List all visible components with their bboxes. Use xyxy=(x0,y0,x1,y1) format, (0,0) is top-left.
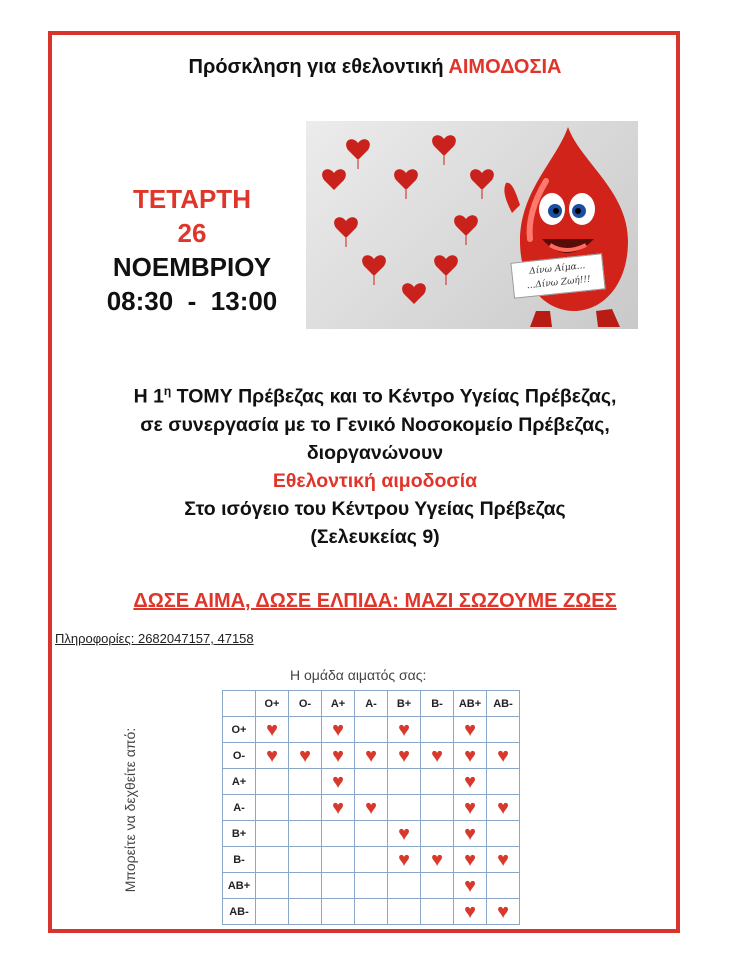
column-header: A- xyxy=(355,691,388,717)
slogan: ΔΩΣΕ ΑΙΜΑ, ΔΩΣΕ ΕΛΠΙΔΑ: ΜΑΖΙ ΣΩΖΟΥΜΕ ΖΩΕΣ xyxy=(133,590,617,612)
compatibility-cell xyxy=(322,873,355,899)
compatibility-cell xyxy=(421,769,454,795)
heart-icon: ♥ xyxy=(464,744,476,767)
compatibility-title: Η ομάδα αιματός σας: xyxy=(290,667,427,683)
compatibility-cell xyxy=(322,847,355,873)
row-header: O+ xyxy=(223,717,256,743)
compatibility-cell xyxy=(322,899,355,925)
compatibility-cell xyxy=(355,743,388,769)
heart-icon: ♥ xyxy=(398,848,410,871)
compatibility-cell xyxy=(355,717,388,743)
compatibility-cell xyxy=(388,717,421,743)
compatibility-cell xyxy=(322,743,355,769)
compatibility-cell xyxy=(487,769,520,795)
blood-drop-mascot-image xyxy=(306,121,638,329)
heart-icon: ♥ xyxy=(266,718,278,741)
compatibility-cell xyxy=(322,821,355,847)
event-day: ΤΕΤΑΡΤΗ xyxy=(133,184,251,214)
compatibility-cell xyxy=(487,847,520,873)
compatibility-cell xyxy=(256,873,289,899)
heart-icon: ♥ xyxy=(332,718,344,741)
compatibility-cell xyxy=(454,743,487,769)
mascot-illustration xyxy=(306,121,638,329)
compatibility-cell xyxy=(388,847,421,873)
info-line-6: (Σελευκείας 9) xyxy=(310,525,440,548)
event-date: 26 xyxy=(177,218,207,248)
compatibility-cell xyxy=(421,873,454,899)
column-header: O+ xyxy=(256,691,289,717)
compatibility-cell xyxy=(289,769,322,795)
row-header: B- xyxy=(223,847,256,873)
row-header: A+ xyxy=(223,769,256,795)
compatibility-cell xyxy=(487,717,520,743)
heart-icon: ♥ xyxy=(332,796,344,819)
compatibility-cell xyxy=(289,717,322,743)
compatibility-cell xyxy=(454,821,487,847)
heart-icon: ♥ xyxy=(464,900,476,923)
compatibility-cell xyxy=(421,821,454,847)
compatibility-cell xyxy=(388,899,421,925)
heart-icon: ♥ xyxy=(464,770,476,793)
compatibility-cell xyxy=(256,847,289,873)
heart-icon: ♥ xyxy=(299,744,311,767)
heart-icon: ♥ xyxy=(365,744,377,767)
compatibility-cell xyxy=(454,769,487,795)
compatibility-cell xyxy=(256,795,289,821)
compatibility-cell xyxy=(388,743,421,769)
compatibility-cell xyxy=(355,873,388,899)
compatibility-cell xyxy=(487,795,520,821)
compatibility-cell xyxy=(388,821,421,847)
compatibility-cell xyxy=(454,795,487,821)
heart-icon: ♥ xyxy=(398,718,410,741)
compatibility-cell xyxy=(388,795,421,821)
corner-cell xyxy=(223,691,256,717)
table-row xyxy=(223,847,520,873)
table-row xyxy=(223,899,520,925)
compatibility-cell xyxy=(355,769,388,795)
event-date-block xyxy=(82,182,302,318)
heart-icon: ♥ xyxy=(497,744,509,767)
row-header: A- xyxy=(223,795,256,821)
heart-icon: ♥ xyxy=(497,796,509,819)
heart-icon: ♥ xyxy=(497,900,509,923)
column-header: O- xyxy=(289,691,322,717)
compatibility-cell xyxy=(454,847,487,873)
compatibility-cell xyxy=(256,821,289,847)
event-month: ΝΟΕΜΒΡΙΟΥ xyxy=(112,252,272,282)
compatibility-cell xyxy=(355,821,388,847)
compatibility-cell xyxy=(256,899,289,925)
compatibility-cell xyxy=(289,743,322,769)
heart-icon: ♥ xyxy=(497,848,509,871)
compatibility-cell xyxy=(421,717,454,743)
column-header: A+ xyxy=(322,691,355,717)
title-highlight: ΑΙΜΟΔΟΣΙΑ xyxy=(448,56,562,78)
table-header-row xyxy=(223,691,520,717)
blood-compatibility-table xyxy=(222,690,520,925)
heart-icon: ♥ xyxy=(332,770,344,793)
row-header: AB- xyxy=(223,899,256,925)
compatibility-cell xyxy=(355,795,388,821)
event-info xyxy=(0,377,750,551)
compatibility-cell xyxy=(322,795,355,821)
compatibility-cell xyxy=(256,743,289,769)
table-row xyxy=(223,769,520,795)
compatibility-cell xyxy=(421,743,454,769)
info-line-2: σε συνεργασία με το Γενικό Νοσοκομείο Πρέβεζας, xyxy=(140,413,610,436)
info-line-1: Η $1^\eta$ ΤΟΜΥ Πρέβεζας και το Κέντρο Υγείας Πρέβεζας, xyxy=(133,384,617,408)
heart-icon: ♥ xyxy=(431,848,443,871)
compatibility-cell xyxy=(322,717,355,743)
column-header: B- xyxy=(421,691,454,717)
compatibility-cell xyxy=(487,899,520,925)
compatibility-cell xyxy=(487,821,520,847)
compatibility-cell xyxy=(421,847,454,873)
heart-icon: ♥ xyxy=(464,822,476,845)
compatibility-cell xyxy=(289,821,322,847)
heart-icon: ♥ xyxy=(266,744,278,767)
event-time: 08:30 - 13:00 xyxy=(106,286,278,316)
compatibility-cell xyxy=(388,873,421,899)
contact-info: Πληροφορίες: 2682047157, 47158 xyxy=(55,631,254,646)
info-line-5: Στο ισόγειο του Κέντρου Υγείας Πρέβεζας xyxy=(184,497,566,520)
heart-icon: ♥ xyxy=(398,822,410,845)
compatibility-cell xyxy=(454,717,487,743)
column-header: B+ xyxy=(388,691,421,717)
heart-icon: ♥ xyxy=(464,718,476,741)
table-row xyxy=(223,873,520,899)
table-row xyxy=(223,743,520,769)
compatibility-cell xyxy=(421,795,454,821)
table-row xyxy=(223,717,520,743)
page-title: Πρόσκληση για εθελοντική ΑΙΜΟΔΟΣΙΑ xyxy=(188,56,562,78)
heart-icon: ♥ xyxy=(464,848,476,871)
compatibility-cell xyxy=(355,847,388,873)
row-header: AB+ xyxy=(223,873,256,899)
compatibility-side-label: Μπορείτε να δεχθείτε από: xyxy=(122,727,138,893)
compatibility-cell xyxy=(289,899,322,925)
column-header: AB+ xyxy=(454,691,487,717)
heart-icon: ♥ xyxy=(332,744,344,767)
mascot-sign: Δίνω Αίμα... ...Δίνω Ζωή!!! xyxy=(510,253,605,298)
compatibility-cell xyxy=(355,899,388,925)
compatibility-cell xyxy=(421,899,454,925)
heart-icon: ♥ xyxy=(431,744,443,767)
heart-icon: ♥ xyxy=(464,874,476,897)
compatibility-cell xyxy=(289,873,322,899)
compatibility-cell xyxy=(322,769,355,795)
compatibility-cell xyxy=(487,743,520,769)
heart-icon: ♥ xyxy=(365,796,377,819)
table-row xyxy=(223,795,520,821)
row-header: B+ xyxy=(223,821,256,847)
heart-icon: ♥ xyxy=(398,744,410,767)
compatibility-cell xyxy=(256,717,289,743)
heart-shapes xyxy=(322,135,494,304)
compatibility-cell xyxy=(454,899,487,925)
info-line-4: Εθελοντική αιμοδοσία xyxy=(272,469,478,492)
compatibility-cell xyxy=(487,873,520,899)
row-header: O- xyxy=(223,743,256,769)
compatibility-cell xyxy=(454,873,487,899)
table-row xyxy=(223,821,520,847)
compatibility-cell xyxy=(289,847,322,873)
compatibility-cell xyxy=(289,795,322,821)
column-header: AB- xyxy=(487,691,520,717)
compatibility-cell xyxy=(388,769,421,795)
heart-icon: ♥ xyxy=(464,796,476,819)
compatibility-cell xyxy=(256,769,289,795)
info-line-3: διοργανώνουν xyxy=(306,441,444,464)
